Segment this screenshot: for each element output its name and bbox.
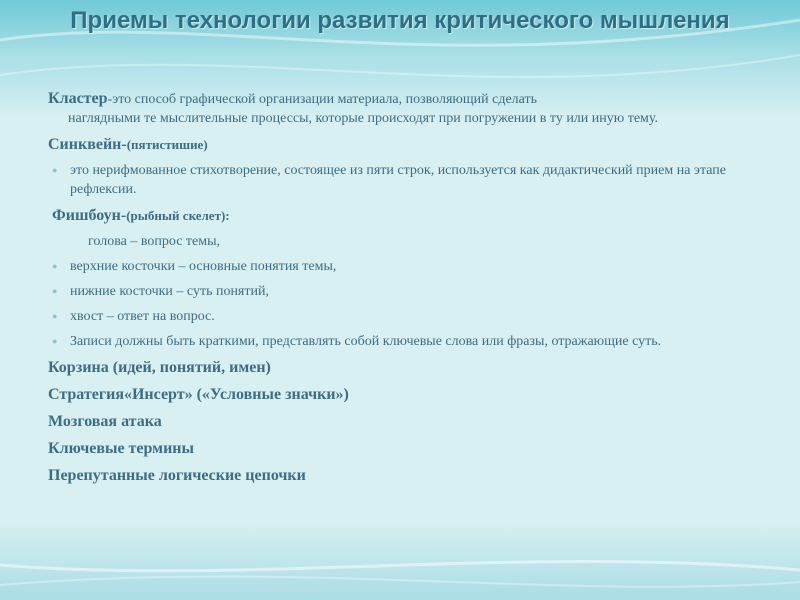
method-item-key-terms: Ключевые термины — [48, 440, 194, 457]
fishbone-heading-main: Фишбоун- — [52, 207, 127, 224]
list-item — [48, 282, 748, 301]
cluster-text-rest: наглядными те мыслительные процессы, которые происходят при погружении в ту или иную тему. — [68, 111, 659, 126]
bullet-dot-icon: ● — [52, 286, 58, 296]
list-item — [48, 257, 748, 276]
syncwine-heading-sub: (пятистишие) — [126, 137, 208, 152]
bullet-dot-icon: ● — [52, 336, 58, 346]
bullet-dot-icon: ● — [52, 311, 58, 321]
list-item — [48, 161, 748, 199]
fishbone-bullet-text: верхние косточки – основные понятия темы, — [70, 259, 337, 274]
method-item-basket: Корзина (идей, понятий, имен) — [48, 359, 271, 376]
cluster-heading: Кластер — [48, 90, 108, 107]
list-item — [48, 307, 748, 326]
syncwine-heading — [48, 134, 748, 155]
cluster-text-first: -это способ графической организации материала, позволяющий сделать — [107, 92, 537, 107]
fishbone-bullet-text: хвост – ответ на вопрос. — [70, 309, 215, 324]
syncwine-heading-main: Синквейн- — [48, 136, 127, 153]
page-title: Приемы технологии развития критического мышления — [70, 7, 730, 34]
syncwine-text: это нерифмованное стихотворение, состоящее из пяти строк, используется как дидактический прием на этапе рефлексии. — [70, 163, 726, 197]
fishbone-bullet-text: нижние косточки – суть понятий, — [70, 284, 269, 299]
cluster-paragraph — [48, 88, 748, 128]
fishbone-bullet-text: Записи должны быть краткими, представлять собой ключевые слова или фразы, отражающие суть. — [70, 334, 662, 349]
bullet-dot-icon: ● — [52, 261, 58, 271]
method-item-logic-chains: Перепутанные логические цепочки — [48, 467, 306, 484]
fishbone-heading — [48, 205, 748, 226]
fishbone-heading-sub: (рыбный скелет): — [126, 208, 230, 223]
list-item — [48, 332, 748, 351]
bullet-dot-icon: ● — [52, 165, 58, 175]
fishbone-head-line: голова – вопрос темы, — [88, 234, 221, 249]
slide-content — [48, 88, 748, 492]
method-item-insert: Стратегия«Инсерт» («Условные значки») — [48, 386, 349, 403]
method-item-brainstorm: Мозговая атака — [48, 413, 162, 430]
